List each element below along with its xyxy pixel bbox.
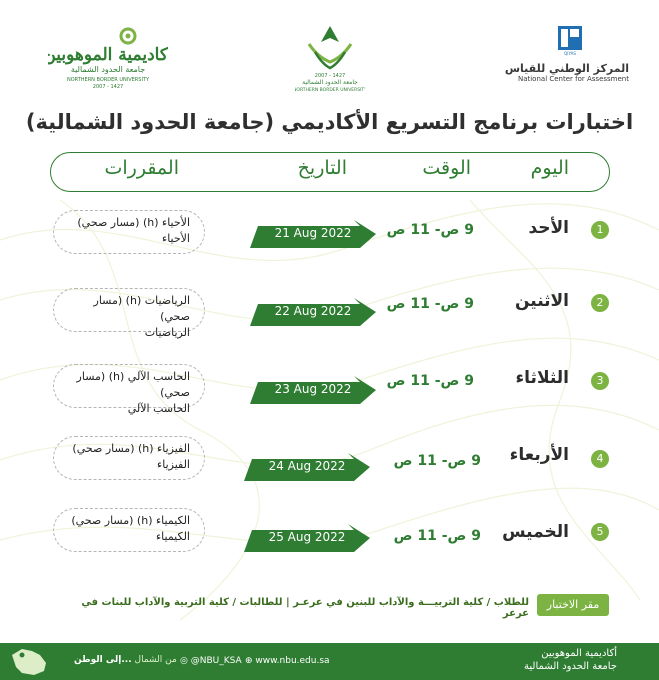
gifted-academy-logo — [48, 22, 168, 94]
gifted-academy-emblem-icon — [48, 22, 168, 94]
footer — [0, 643, 659, 680]
course-line-1: الحاسب الآلي (h) (مسار صحي) — [76, 370, 190, 399]
course-line-1: الكيمياء (h) (مسار صحي) — [71, 514, 190, 527]
course-box — [53, 288, 205, 339]
nca-text-block — [505, 62, 629, 83]
course-line-1: الأحياء (h) (مسار صحي) — [77, 216, 190, 229]
gifted-academy-en: NORTHERN BORDER UNIVERSITY — [66, 77, 150, 83]
row-date: 22 Aug 2022 — [274, 304, 352, 318]
date-badge — [250, 290, 376, 326]
globe-icon: ⊕ — [245, 656, 256, 666]
date-badge — [250, 368, 376, 404]
footer-social-text: @NBU_KSA — [190, 656, 242, 666]
row-time: 9 ص- 11 ص — [386, 296, 474, 312]
date-badge — [244, 445, 370, 481]
footer-uni-line1: أكاديمية الموهوبين — [541, 648, 617, 659]
nbu-logo — [295, 22, 365, 94]
row-number: 3 — [591, 372, 609, 390]
nbu-en-name: NORTHERN BORDER UNIVERSITY — [295, 88, 365, 93]
row-number: 2 — [591, 294, 609, 312]
date-badge — [244, 516, 370, 552]
row-day: الثلاثاء — [515, 368, 569, 388]
footer-slogan — [74, 655, 177, 665]
row-number: 1 — [591, 221, 609, 239]
footer-slogan-part1: من الشمال — [134, 655, 177, 665]
column-day: اليوم — [530, 157, 569, 179]
row-time: 9 ص- 11 ص — [386, 222, 474, 238]
course-line-2: الفيزياء — [157, 458, 190, 471]
nbu-emblem-icon — [295, 22, 365, 94]
row-day: الخميس — [502, 522, 569, 542]
course-box — [53, 364, 205, 415]
gifted-academy-year: 2007 - 1427 — [92, 84, 124, 90]
course-line-2: الكيمياء — [155, 530, 190, 543]
footer-uni-line2: جامعة الحدود الشمالية — [524, 661, 617, 672]
row-time: 9 ص- 11 ص — [393, 528, 481, 544]
row-date: 21 Aug 2022 — [274, 226, 352, 240]
row-number: 4 — [591, 450, 609, 468]
column-courses: المقررات — [104, 157, 179, 179]
row-date: 24 Aug 2022 — [268, 459, 346, 473]
course-line-1: الرياضيات (h) (مسار صحي) — [93, 294, 190, 323]
nca-english-name: National Center for Assessment — [517, 75, 629, 83]
nbu-year: 2007 - 1427 — [314, 73, 346, 79]
column-date: التاريخ — [297, 157, 347, 179]
footer-slogan-part2: ...إلى الوطن — [74, 655, 132, 665]
column-header-bar — [50, 152, 610, 192]
course-line-1: الفيزياء (h) (مسار صحي) — [72, 442, 190, 455]
row-day: الاثنين — [514, 291, 569, 311]
qiyas-mark-en: QIYAS — [564, 51, 576, 56]
gifted-academy-subtext: جامعة الحدود الشمالية — [70, 65, 146, 74]
footer-university — [524, 647, 617, 673]
footer-website[interactable] — [245, 656, 330, 666]
saudi-map-icon — [8, 645, 50, 678]
social-icon: ◎ — [180, 656, 191, 666]
course-box — [53, 210, 205, 254]
row-date: 23 Aug 2022 — [274, 382, 352, 396]
nbu-ar-name: جامعة الحدود الشمالية — [302, 79, 358, 86]
row-time: 9 ص- 11 ص — [393, 453, 481, 469]
footer-social[interactable] — [180, 656, 242, 666]
qiyas-emblem-icon — [548, 22, 628, 56]
row-date: 25 Aug 2022 — [268, 530, 346, 544]
footer-website-text: www.nbu.edu.sa — [255, 656, 330, 666]
row-day: الأحد — [528, 218, 569, 238]
course-box — [53, 436, 205, 480]
row-day: الأربعاء — [509, 445, 569, 465]
row-time: 9 ص- 11 ص — [386, 373, 474, 389]
course-box — [53, 508, 205, 552]
course-line-2: الرياضيات — [144, 326, 190, 339]
course-line-2: الأحياء — [162, 232, 190, 245]
course-line-2: الحاسب الآلي — [127, 402, 190, 415]
venue-label: مقر الاختبار — [537, 594, 609, 616]
nca-arabic-name: المركز الوطني للقياس — [504, 62, 629, 75]
gifted-academy-wordmark: أكاديمية الموهوبين — [48, 45, 168, 65]
row-number: 5 — [591, 523, 609, 541]
date-badge — [250, 212, 376, 248]
page-title: اختبارات برنامج التسريع الأكاديمي (جامعة الحدود الشمالية) — [25, 110, 634, 134]
column-time: الوقت — [422, 157, 471, 179]
venue-text: للطلاب / كلية التربيـــة والآداب للبنين في عرعـر | للطالبات / كلية التربية والآداب للبنات في عرعر — [81, 597, 529, 619]
